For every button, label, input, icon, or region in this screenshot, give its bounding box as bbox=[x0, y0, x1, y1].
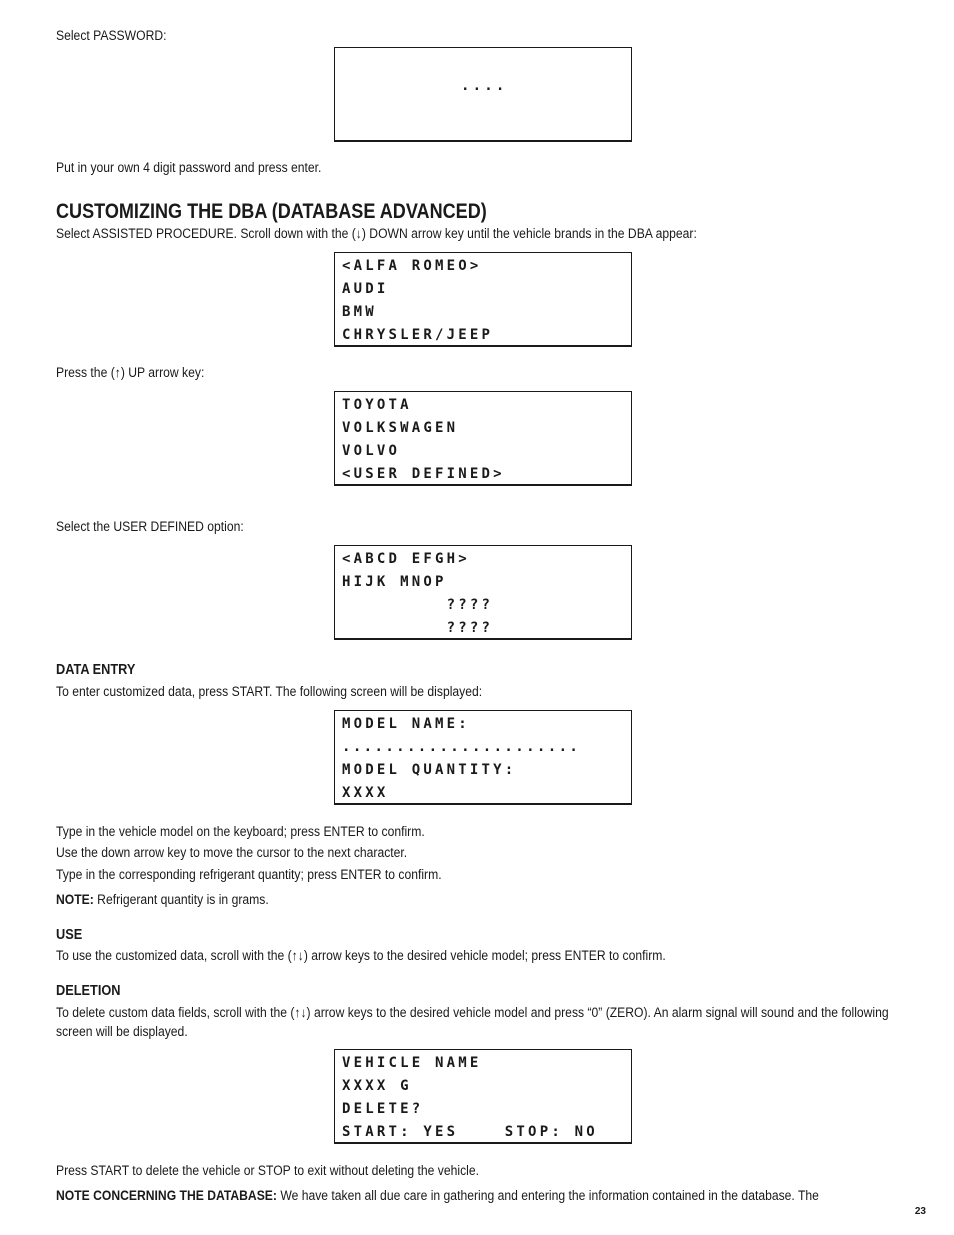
brands-first-screen bbox=[334, 252, 632, 347]
screen-line: BMW bbox=[342, 304, 377, 320]
screen-line: VEHICLE NAME bbox=[342, 1055, 482, 1071]
password-dots: .... bbox=[461, 78, 508, 94]
screen-line: <ALFA ROMEO> bbox=[342, 258, 482, 274]
note-text: Refrigerant quantity is in grams. bbox=[93, 892, 269, 907]
screen-line: ???? bbox=[342, 620, 494, 636]
select-password-text: Select PASSWORD: bbox=[56, 28, 167, 43]
password-display-screen bbox=[334, 47, 632, 142]
user-defined-screen bbox=[334, 545, 632, 640]
screen-line: START: YES STOP: NO bbox=[342, 1124, 598, 1140]
screen-line: ???? bbox=[342, 597, 494, 613]
note-grams bbox=[56, 891, 269, 909]
screen-line: MODEL NAME: bbox=[342, 716, 470, 732]
page-number: 23 bbox=[914, 1206, 926, 1217]
screen-line: CHRYSLER/JEEP bbox=[342, 327, 494, 343]
screen-line: MODEL QUANTITY: bbox=[342, 762, 517, 778]
screen-line: ...................... bbox=[342, 739, 581, 755]
deletion-heading: DELETION bbox=[56, 983, 121, 999]
dba-heading: CUSTOMIZING THE DBA (DATABASE ADVANCED) bbox=[56, 200, 487, 223]
screen-line: DELETE? bbox=[342, 1101, 424, 1117]
data-entry-heading: DATA ENTRY bbox=[56, 662, 136, 678]
note-database-label: NOTE CONCERNING THE DATABASE: bbox=[56, 1188, 277, 1203]
screen-line: HIJK MNOP bbox=[342, 574, 447, 590]
screen-line: <ABCD EFGH> bbox=[342, 551, 470, 567]
note-label: NOTE: bbox=[56, 892, 94, 907]
screen-line: VOLVO bbox=[342, 443, 401, 459]
brands-last-screen bbox=[334, 391, 632, 486]
screen-line: VOLKSWAGEN bbox=[342, 420, 459, 436]
enter-customized-text: To enter customized data, press START. The following screen will be displayed: bbox=[56, 684, 483, 699]
screen-line: <USER DEFINED> bbox=[342, 466, 505, 482]
select-user-defined-text: Select the USER DEFINED option: bbox=[56, 519, 244, 534]
press-start-delete-text: Press START to delete the vehicle or STOP to exit without deleting the vehicle. bbox=[56, 1163, 480, 1178]
note-database-text: We have taken all due care in gathering and entering the information contained in the database. The bbox=[276, 1188, 819, 1203]
use-heading: USE bbox=[56, 927, 83, 943]
note-database bbox=[56, 1187, 819, 1205]
screen-line: TOYOTA bbox=[342, 397, 412, 413]
deletion-text: To delete custom data fields, scroll with the (↑↓) arrow keys to the desired vehicle model and press “0” (ZERO). An alarm signal will sound and the following screen will be displayed. bbox=[56, 1005, 889, 1039]
deletion-screen bbox=[334, 1049, 632, 1144]
type-model-text: Type in the vehicle model on the keyboard; press ENTER to confirm. bbox=[56, 824, 425, 839]
select-assisted-text: Select ASSISTED PROCEDURE. Scroll down with the (↓) DOWN arrow key until the vehicle brands in the DBA appear: bbox=[56, 226, 697, 241]
screen-line: XXXX G bbox=[342, 1078, 412, 1094]
use-text: To use the customized data, scroll with the (↑↓) arrow keys to the desired vehicle model; press ENTER to confirm. bbox=[56, 948, 666, 963]
screen-line: XXXX bbox=[342, 785, 389, 801]
press-up-text: Press the (↑) UP arrow key: bbox=[56, 365, 205, 380]
type-quantity-text: Type in the corresponding refrigerant quantity; press ENTER to confirm. bbox=[56, 867, 442, 882]
screen-line: AUDI bbox=[342, 281, 389, 297]
put-password-text: Put in your own 4 digit password and press enter. bbox=[56, 160, 322, 175]
data-entry-screen bbox=[334, 710, 632, 805]
use-down-arrow-text: Use the down arrow key to move the cursor to the next character. bbox=[56, 845, 408, 860]
